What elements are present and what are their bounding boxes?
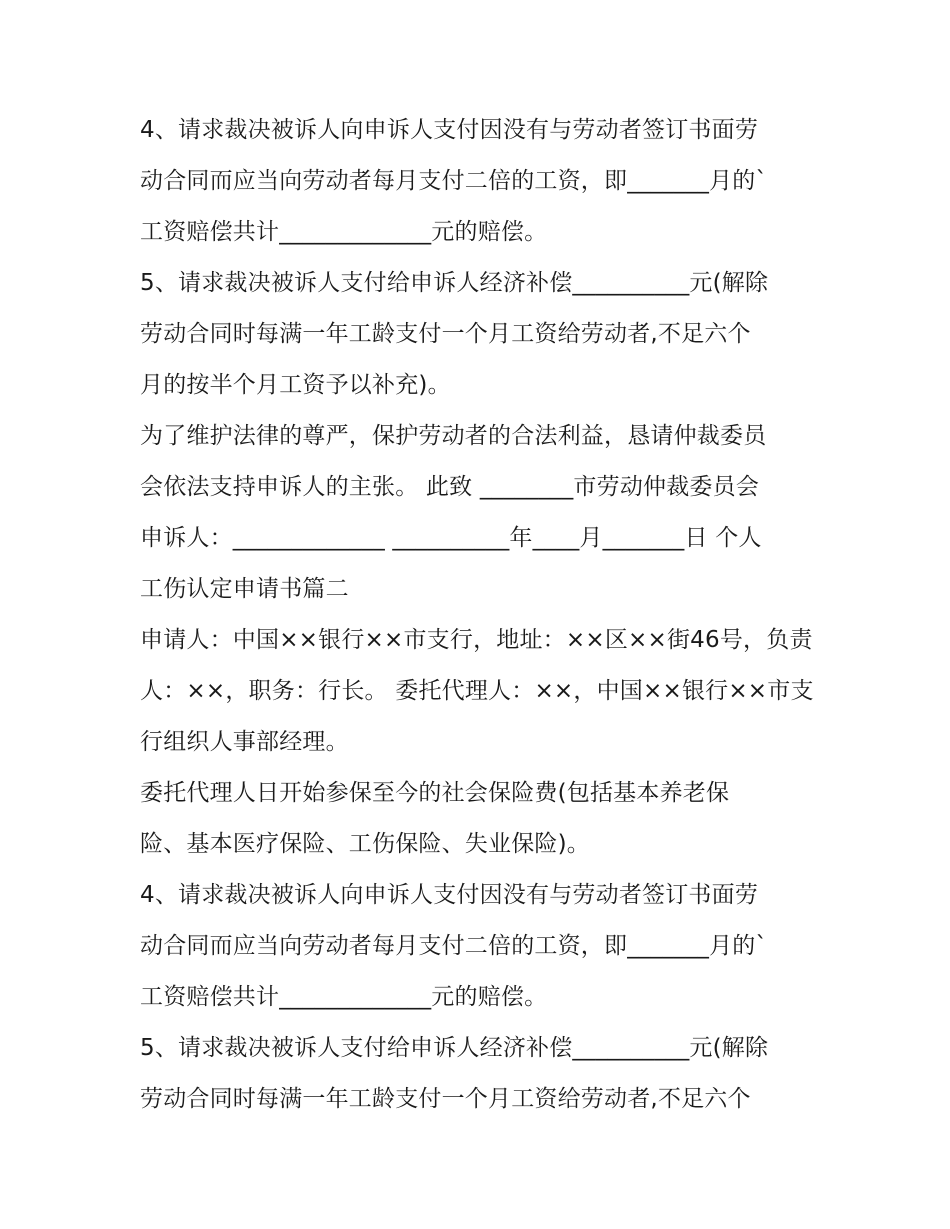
text-line: 月的按半个月工资予以补充)。 (140, 372, 451, 398)
text-line: 劳动合同时每满一年工龄支付一个月工资给劳动者,不足六个 (140, 321, 751, 347)
text-line: 动合同而应当向劳动者每月支付二倍的工资，即_______月的` (140, 933, 768, 959)
text-line: 为了维护法律的尊严，保护劳动者的合法利益，恳请仲裁委员 (140, 423, 767, 449)
text-line: 人：××，职务：行长。 委托代理人：××，中国××银行××市支 (140, 678, 814, 704)
text-line: 险、基本医疗保险、工伤保险、失业保险)。 (140, 831, 590, 857)
text-line: 4、请求裁决被诉人向申诉人支付因没有与劳动者签订书面劳 (140, 117, 759, 143)
text-line: 5、请求裁决被诉人支付给申诉人经济补偿__________元(解除 (140, 1035, 769, 1061)
text-line: 委托代理人日开始参保至今的社会保险费(包括基本养老保 (140, 780, 730, 806)
text-line: 动合同而应当向劳动者每月支付二倍的工资，即_______月的` (140, 168, 768, 194)
text-line: 4、请求裁决被诉人向申诉人支付因没有与劳动者签订书面劳 (140, 882, 759, 908)
text-line: 工资赔偿共计_____________元的赔偿。 (140, 219, 548, 245)
text-line: 会依法支持申诉人的主张。 此致 ________市劳动仲裁委员会 (140, 474, 760, 500)
text-line: 申诉人：_____________ __________年____月_______日 个人 (140, 525, 762, 551)
section-title: 工伤认定申请书篇二 (140, 576, 349, 602)
text-line: 劳动合同时每满一年工龄支付一个月工资给劳动者,不足六个 (140, 1086, 751, 1112)
text-line: 工资赔偿共计_____________元的赔偿。 (140, 984, 548, 1010)
document-body (140, 105, 820, 1125)
text-line: 行组织人事部经理。 (140, 729, 349, 755)
text-line: 5、请求裁决被诉人支付给申诉人经济补偿__________元(解除 (140, 270, 769, 296)
text-line: 申请人：中国××银行××市支行，地址：××区××街46号，负责 (140, 627, 813, 653)
